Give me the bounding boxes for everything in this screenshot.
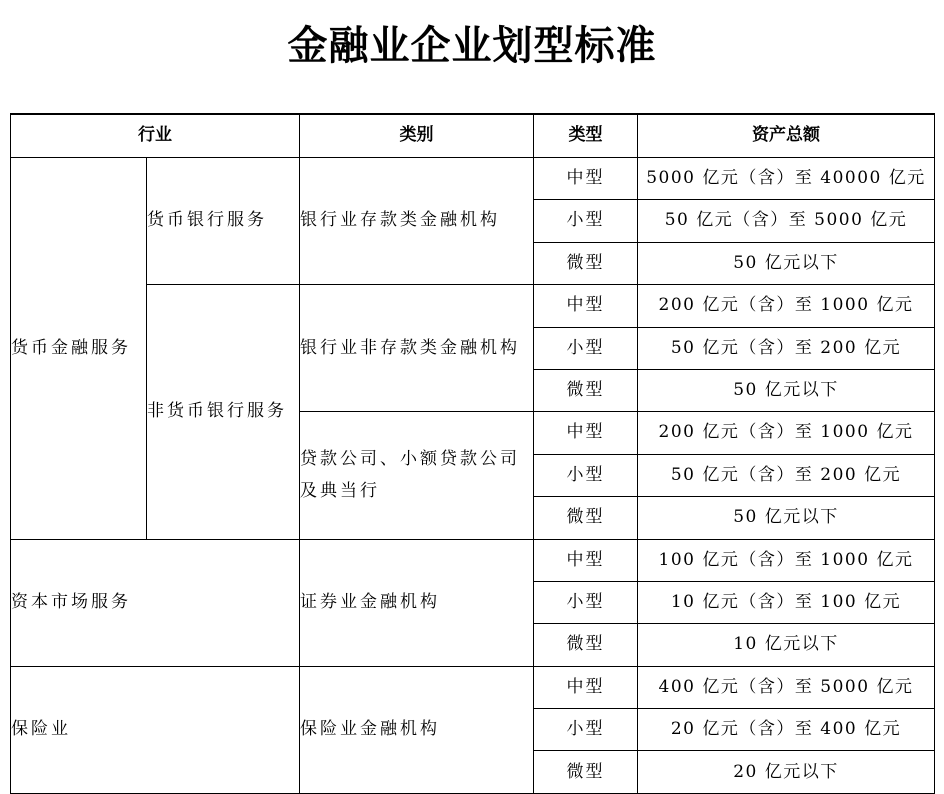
header-type: 类型 xyxy=(534,114,638,158)
type-cell: 小型 xyxy=(534,454,638,496)
industry-monetary-nonbank: 非货币银行服务 xyxy=(147,285,300,539)
assets-cell: 20 亿元以下 xyxy=(638,751,935,793)
type-cell: 微型 xyxy=(534,369,638,411)
category-bank-nondeposit: 银行业非存款类金融机构 xyxy=(300,285,534,412)
assets-cell: 50 亿元（含）至 200 亿元 xyxy=(638,327,935,369)
type-cell: 微型 xyxy=(534,624,638,666)
type-cell: 中型 xyxy=(534,666,638,708)
table-row xyxy=(11,666,935,708)
industry-monetary: 货币金融服务 xyxy=(11,158,147,540)
assets-cell: 5000 亿元（含）至 40000 亿元 xyxy=(638,158,935,200)
table-row xyxy=(11,539,935,581)
header-industry: 行业 xyxy=(11,114,300,158)
type-cell: 中型 xyxy=(534,158,638,200)
assets-cell: 10 亿元（含）至 100 亿元 xyxy=(638,581,935,623)
assets-cell: 50 亿元以下 xyxy=(638,369,935,411)
assets-cell: 50 亿元以下 xyxy=(638,242,935,284)
type-cell: 小型 xyxy=(534,581,638,623)
industry-insurance: 保险业 xyxy=(11,666,300,793)
table-row xyxy=(11,285,935,327)
type-cell: 微型 xyxy=(534,242,638,284)
category-insurance: 保险业金融机构 xyxy=(300,666,534,793)
assets-cell: 50 亿元以下 xyxy=(638,497,935,539)
assets-cell: 100 亿元（含）至 1000 亿元 xyxy=(638,539,935,581)
assets-cell: 10 亿元以下 xyxy=(638,624,935,666)
table-row xyxy=(11,158,935,200)
type-cell: 微型 xyxy=(534,751,638,793)
industry-capital: 资本市场服务 xyxy=(11,539,300,666)
assets-cell: 400 亿元（含）至 5000 亿元 xyxy=(638,666,935,708)
type-cell: 中型 xyxy=(534,412,638,454)
type-cell: 中型 xyxy=(534,539,638,581)
page-title: 金融业企业划型标准 xyxy=(287,22,657,69)
assets-cell: 200 亿元（含）至 1000 亿元 xyxy=(638,285,935,327)
table-header-row xyxy=(11,114,935,158)
classification-table xyxy=(10,113,935,794)
assets-cell: 50 亿元（含）至 200 亿元 xyxy=(638,454,935,496)
header-category: 类别 xyxy=(300,114,534,158)
type-cell: 小型 xyxy=(534,709,638,751)
assets-cell: 200 亿元（含）至 1000 亿元 xyxy=(638,412,935,454)
assets-cell: 20 亿元（含）至 400 亿元 xyxy=(638,709,935,751)
type-cell: 小型 xyxy=(534,327,638,369)
category-loan-companies: 贷款公司、小额贷款公司及典当行 xyxy=(300,412,534,539)
header-assets: 资产总额 xyxy=(638,114,935,158)
category-securities: 证券业金融机构 xyxy=(300,539,534,666)
type-cell: 小型 xyxy=(534,200,638,242)
type-cell: 中型 xyxy=(534,285,638,327)
type-cell: 微型 xyxy=(534,497,638,539)
industry-monetary-bank: 货币银行服务 xyxy=(147,158,300,285)
assets-cell: 50 亿元（含）至 5000 亿元 xyxy=(638,200,935,242)
category-bank-deposit: 银行业存款类金融机构 xyxy=(300,158,534,285)
